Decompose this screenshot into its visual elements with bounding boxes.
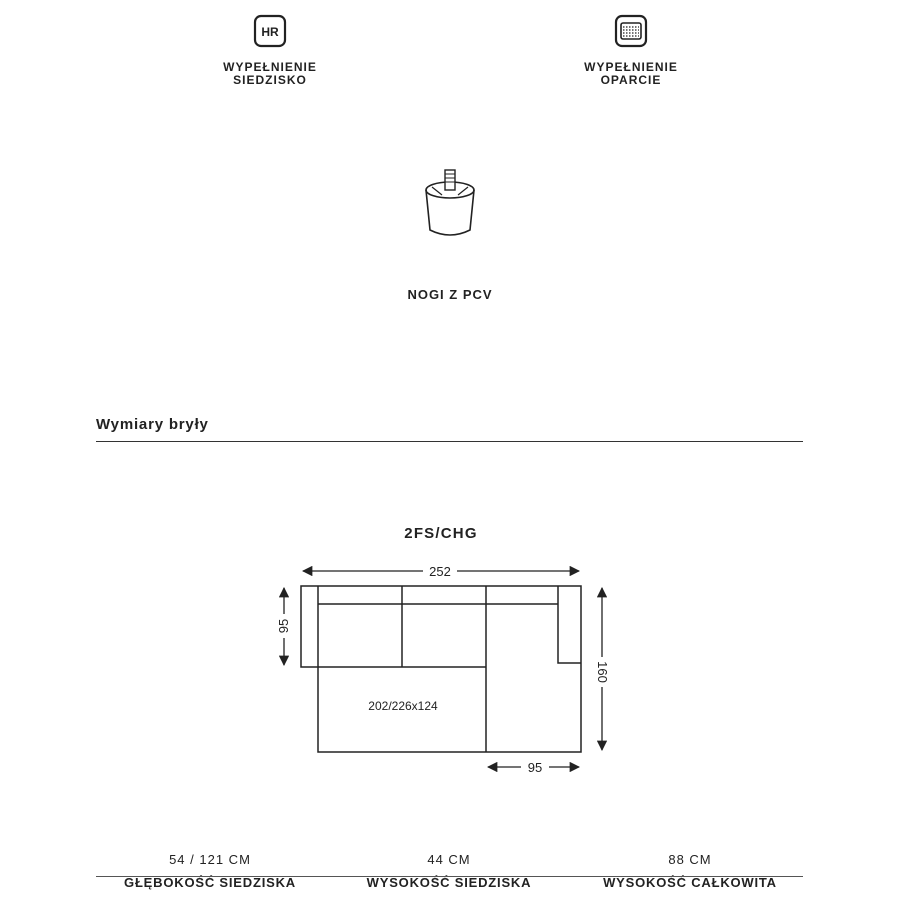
feature-label: OPARCIE [600, 73, 662, 87]
sofa-outline [301, 586, 581, 752]
stat-value: 44 CM [427, 852, 471, 867]
feature-label: WYPEŁNIENIE [223, 60, 317, 74]
hr-foam-icon [253, 14, 287, 48]
feature-seat-filling [200, 14, 340, 87]
dim-depth-left-label: 95 [276, 618, 291, 634]
hr-badge-text: HR [261, 25, 279, 39]
stat-value: 54 / 121 CM [169, 852, 251, 867]
stat-name: GŁĘBOKOŚĆ SIEDZISKA [124, 875, 296, 890]
stat-total-height [570, 851, 810, 890]
stats-divider [96, 876, 803, 877]
feature-label: WYPEŁNIENIE [584, 60, 678, 74]
feature-label: SIEDZISKO [233, 73, 307, 87]
feature-label: NOGI Z PCV [407, 287, 493, 302]
stat-name: WYSOKOŚĆ SIEDZISKA [366, 875, 532, 890]
stat-seat-height [329, 851, 569, 890]
section-divider [96, 441, 803, 442]
dim-depth-chaise-label: 160 [595, 661, 610, 683]
pcv-leg-icon [415, 162, 485, 242]
feature-backrest-filling [561, 14, 701, 87]
stat-value: 88 CM [668, 852, 712, 867]
stat-name: WYSOKOŚĆ CAŁKOWITA [603, 875, 777, 890]
model-name: 2FS/CHG [404, 525, 478, 542]
mattress-spring-icon [614, 14, 648, 48]
feature-legs [370, 162, 530, 301]
dim-chaise-width-label: 95 [527, 760, 543, 775]
bed-size-label: 202/226x124 [368, 699, 438, 713]
dim-width-label: 252 [429, 564, 451, 579]
section-title: Wymiary bryły [96, 416, 209, 433]
stat-seat-depth [90, 851, 330, 890]
dimension-diagram [270, 555, 620, 785]
